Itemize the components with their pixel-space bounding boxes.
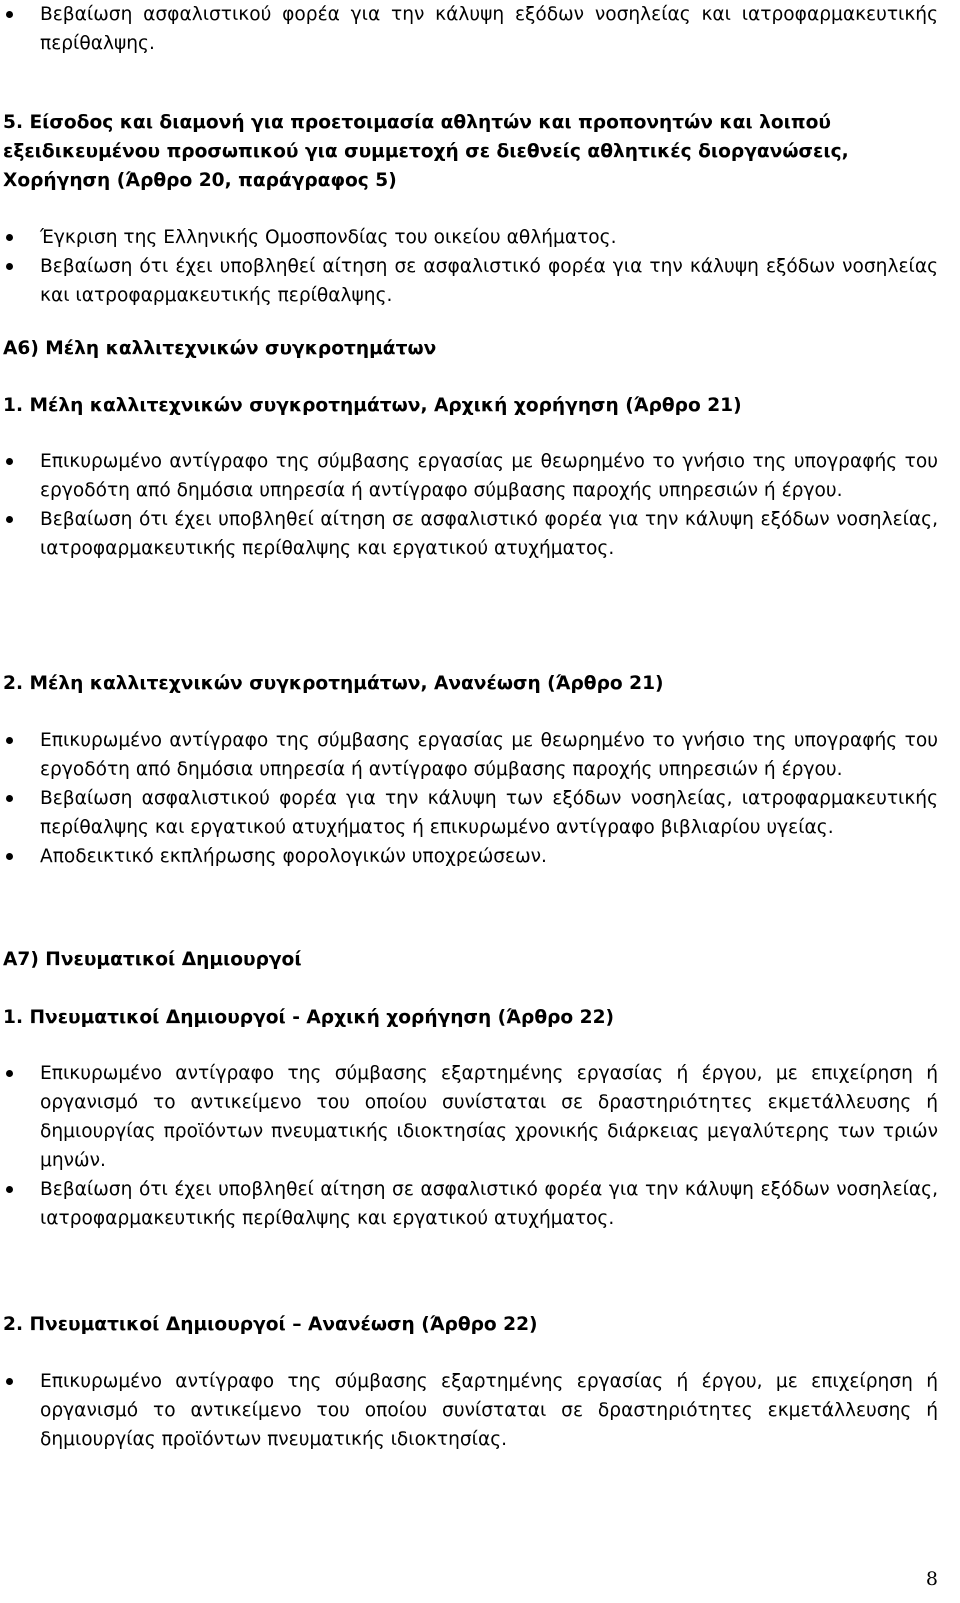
- a7-sub2-heading: 2. Πνευματικοί Δημιουργοί – Ανανέωση (Άρθρο 22): [3, 1314, 538, 1335]
- a6-sub1-list: [0, 447, 960, 563]
- list-item: Έγκριση της Ελληνικής Ομοσπονδίας του οικείου αθλήματος.: [0, 223, 960, 252]
- list-item: Επικυρωμένο αντίγραφο της σύμβασης εξαρτημένης εργασίας ή έργου, με επιχείρηση ή οργανισμό το αντικείμενο του οποίου συνίσταται σε δραστηριότητες εκμετάλλευσης ή δημιουργίας προϊόντων πνευματικής ιδιοκτησίας χρονικής διάρκειας μεγαλύτερης των τριών μηνών.: [0, 1059, 960, 1175]
- a7-sub2-list: [0, 1367, 960, 1454]
- top-bullet-list: [0, 0, 960, 58]
- section-a7-heading: Α7) Πνευματικοί Δημιουργοί: [3, 949, 302, 970]
- a6-sub2-heading: 2. Μέλη καλλιτεχνικών συγκροτημάτων, Ανανέωση (Άρθρο 21): [3, 673, 664, 694]
- a7-sub1-list: [0, 1059, 960, 1233]
- a6-sub2-list: [0, 726, 960, 871]
- list-item: Βεβαίωση ότι έχει υποβληθεί αίτηση σε ασφαλιστικό φορέα για την κάλυψη εξόδων νοσηλείας και ιατροφαρμακευτικής περίθαλψης.: [0, 252, 960, 310]
- a6-sub1-heading: 1. Μέλη καλλιτεχνικών συγκροτημάτων, Αρχική χορήγηση (Άρθρο 21): [3, 395, 742, 416]
- list-item: Επικυρωμένο αντίγραφο της σύμβασης εργασίας με θεωρημένο το γνήσιο της υπογραφής του εργοδότη από δημόσια υπηρεσία ή αντίγραφο σύμβασης παροχής υπηρεσιών ή έργου.: [0, 726, 960, 784]
- section-5-heading: 5. Είσοδος και διαμονή για προετοιμασία αθλητών και προπονητών και λοιπού εξειδικευμένου προσωπικού για συμμετοχή σε διεθνείς αθλητικές διοργανώσεις, Χορήγηση (Άρθρο 20, παράγραφος 5): [3, 112, 849, 191]
- list-item: Επικυρωμένο αντίγραφο της σύμβασης εργασίας με θεωρημένο το γνήσιο της υπογραφής του εργοδότη από δημόσια υπηρεσία ή αντίγραφο σύμβασης παροχής υπηρεσιών ή έργου.: [0, 447, 960, 505]
- list-item: Αποδεικτικό εκπλήρωσης φορολογικών υποχρεώσεων.: [0, 842, 960, 871]
- list-item: Βεβαίωση ασφαλιστικού φορέα για την κάλυψη των εξόδων νοσηλείας, ιατροφαρμακευτικής περίθαλψης και εργατικού ατυχήματος ή επικυρωμένο αντίγραφο βιβλιαρίου υγείας.: [0, 784, 960, 842]
- page-number: 8: [925, 1568, 938, 1590]
- a7-sub1-heading: 1. Πνευματικοί Δημιουργοί - Αρχική χορήγηση (Άρθρο 22): [3, 1007, 615, 1028]
- section-5-list: [0, 223, 960, 310]
- list-item: Επικυρωμένο αντίγραφο της σύμβασης εξαρτημένης εργασίας ή έργου, με επιχείρηση ή οργανισμό το αντικείμενο του οποίου συνίσταται σε δραστηριότητες εκμετάλλευσης ή δημιουργίας προϊόντων πνευματικής ιδιοκτησίας.: [0, 1367, 960, 1454]
- list-item: Βεβαίωση ότι έχει υποβληθεί αίτηση σε ασφαλιστικό φορέα για την κάλυψη εξόδων νοσηλείας, ιατροφαρμακευτικής περίθαλψης και εργατικού ατυχήματος.: [0, 505, 960, 563]
- section-a6-heading: Α6) Μέλη καλλιτεχνικών συγκροτημάτων: [3, 338, 437, 359]
- list-item: Βεβαίωση ότι έχει υποβληθεί αίτηση σε ασφαλιστικό φορέα για την κάλυψη εξόδων νοσηλείας, ιατροφαρμακευτικής περίθαλψης και εργατικού ατυχήματος.: [0, 1175, 960, 1233]
- list-item: Βεβαίωση ασφαλιστικού φορέα για την κάλυψη εξόδων νοσηλείας και ιατροφαρμακευτικής περίθαλψης.: [0, 0, 960, 58]
